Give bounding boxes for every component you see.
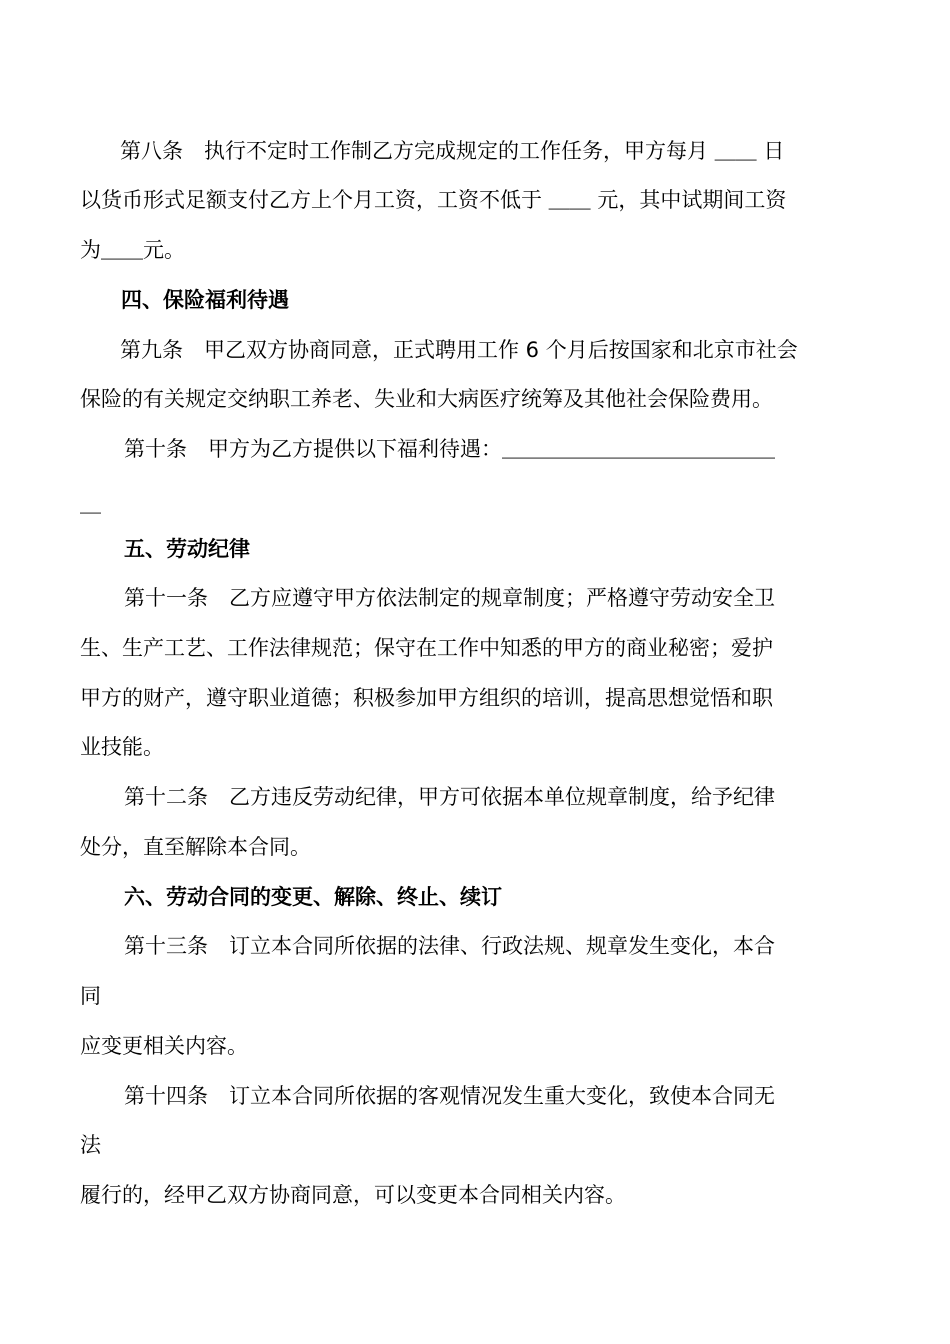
article-9-line-2: 保险的有关规定交纳职工养老、失业和大病医疗统筹及其他社会保险费用。: [80, 387, 773, 411]
article-10-line-1: 第十条 甲方为乙方提供以下福利待遇：＿＿＿＿＿＿＿＿＿＿＿＿＿: [124, 437, 775, 461]
article-12-line-2: 处分，直至解除本合同。: [80, 835, 311, 859]
article-13-line-1: 第十三条 订立本合同所依据的法律、行政法规、规章发生变化，本合: [124, 934, 775, 958]
article-13-line-2: 同: [80, 984, 101, 1008]
section-5-title: 五、劳动纪律: [124, 537, 250, 561]
article-14-line-1: 第十四条 订立本合同所依据的客观情况发生重大变化，致使本合同无: [124, 1084, 775, 1108]
article-11-line-3: 甲方的财产，遵守职业道德；积极参加甲方组织的培训，提高思想觉悟和职: [80, 686, 773, 710]
article-8-line-2: 以货币形式足额支付乙方上个月工资，工资不低于 ＿＿ 元，其中试期间工资: [80, 188, 787, 212]
article-11-line-2: 生、生产工艺、工作法律规范；保守在工作中知悉的甲方的商业秘密；爱护: [80, 636, 773, 660]
section-6-title: 六、劳动合同的变更、解除、终止、续订: [124, 885, 502, 909]
section-4-title: 四、保险福利待遇: [121, 288, 289, 312]
article-8-line-3: 为＿＿元。: [80, 238, 185, 262]
article-9-line-1: 第九条 甲乙双方协商同意，正式聘用工作 6 个月后按国家和北京市社会: [120, 338, 798, 362]
article-12-line-1: 第十二条 乙方违反劳动纪律，甲方可依据本单位规章制度，给予纪律: [124, 785, 775, 809]
article-14-line-2: 法: [80, 1133, 101, 1157]
article-13-line-3: 应变更相关内容。: [80, 1034, 248, 1058]
article-11-line-4: 业技能。: [80, 735, 164, 759]
article-14-line-3: 履行的，经甲乙双方协商同意，可以变更本合同相关内容。: [80, 1183, 626, 1207]
article-11-line-1: 第十一条 乙方应遵守甲方依法制定的规章制度；严格遵守劳动安全卫: [124, 586, 775, 610]
article-8-line-1: 第八条 执行不定时工作制乙方完成规定的工作任务，甲方每月 ＿＿ 日: [120, 139, 785, 163]
article-10-line-2: ＿: [80, 492, 101, 516]
